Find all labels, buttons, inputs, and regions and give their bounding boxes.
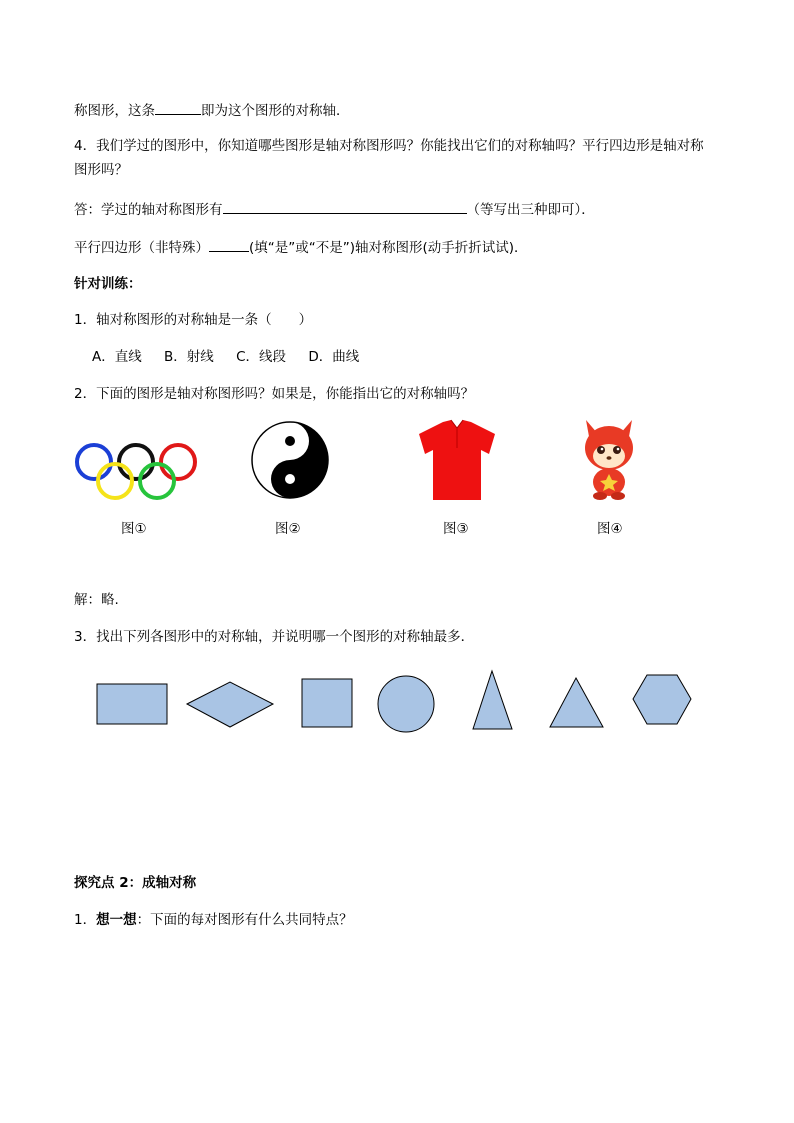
ring-black: [119, 445, 153, 479]
caption-fig4: 图④: [597, 521, 623, 537]
ring-blue: [77, 445, 111, 479]
isosceles-triangle-shape: [473, 671, 512, 729]
rectangle-shape: [97, 684, 167, 724]
caption-fig3: 图③: [443, 521, 469, 537]
t3-question: 3．找出下列各图形中的对称轴，并说明哪一个图形的对称轴最多．: [74, 629, 475, 645]
training-title: 针对训练：: [74, 276, 142, 292]
blank-shapes[interactable]: [223, 199, 467, 214]
answer-post: （等写出三种即可）．: [466, 202, 595, 218]
text-line-axis: [74, 100, 350, 120]
ring-red: [161, 445, 195, 479]
yin-yang-figure: [250, 420, 330, 500]
solution-line: 解：略.: [74, 592, 119, 608]
parallelogram-pre: 平行四边形（非特殊）: [74, 240, 209, 256]
line1-post: 即为这个图形的对称轴．: [201, 103, 350, 119]
blank-parallelogram[interactable]: [209, 237, 249, 252]
answer-pre: 答：学过的轴对称图形有: [74, 202, 223, 218]
hexagon-shape: [633, 675, 691, 724]
equilateral-triangle-shape: [550, 678, 603, 727]
s2q1-bold: 想一想: [96, 912, 137, 928]
option-b[interactable]: B．射线: [164, 349, 214, 365]
olympic-rings-figure: [72, 440, 200, 504]
answer-line: [74, 199, 595, 219]
circle-shape: [378, 676, 434, 732]
option-c[interactable]: C．线段: [236, 349, 287, 365]
s2q1-line: [74, 911, 353, 929]
red-shirt-figure: [417, 418, 497, 502]
caption-fig2: 图②: [275, 521, 301, 537]
t1-options: [92, 348, 377, 366]
option-d[interactable]: D．曲线: [308, 349, 360, 365]
line1-pre: 称图形，这条: [74, 103, 155, 119]
parallelogram-line: [74, 237, 528, 257]
parallelogram-post: (填“是”或“不是”)轴对称图形(动手折折试试)．: [249, 240, 528, 256]
blank-axis[interactable]: [155, 100, 201, 115]
ring-green: [140, 464, 174, 498]
rhombus-shape: [187, 682, 273, 727]
s2q1-prefix: 1．: [74, 912, 97, 928]
s2q1-rest: ：下面的每对图形有什么共同特点？: [136, 912, 353, 928]
section2-title: 探究点 2：成轴对称: [74, 875, 197, 891]
caption-fig1: 图①: [121, 521, 147, 537]
square-shape: [302, 679, 352, 727]
cartoon-fox-figure: [580, 416, 638, 502]
t2-question: 2．下面的图形是轴对称图形吗？如果是，你能指出它的对称轴吗？: [74, 386, 475, 402]
q4-line-a: 4．我们学过的图形中，你知道哪些图形是轴对称图形吗？你能找出它们的对称轴吗？平行四边形是轴对称: [74, 138, 704, 154]
q4-line-b: 图形吗？: [74, 162, 128, 178]
t1-question: 1．轴对称图形的对称轴是一条（ ）: [74, 312, 313, 328]
option-a[interactable]: A．直线: [92, 349, 142, 365]
shapes-row: [90, 665, 700, 737]
ring-yellow: [98, 464, 132, 498]
